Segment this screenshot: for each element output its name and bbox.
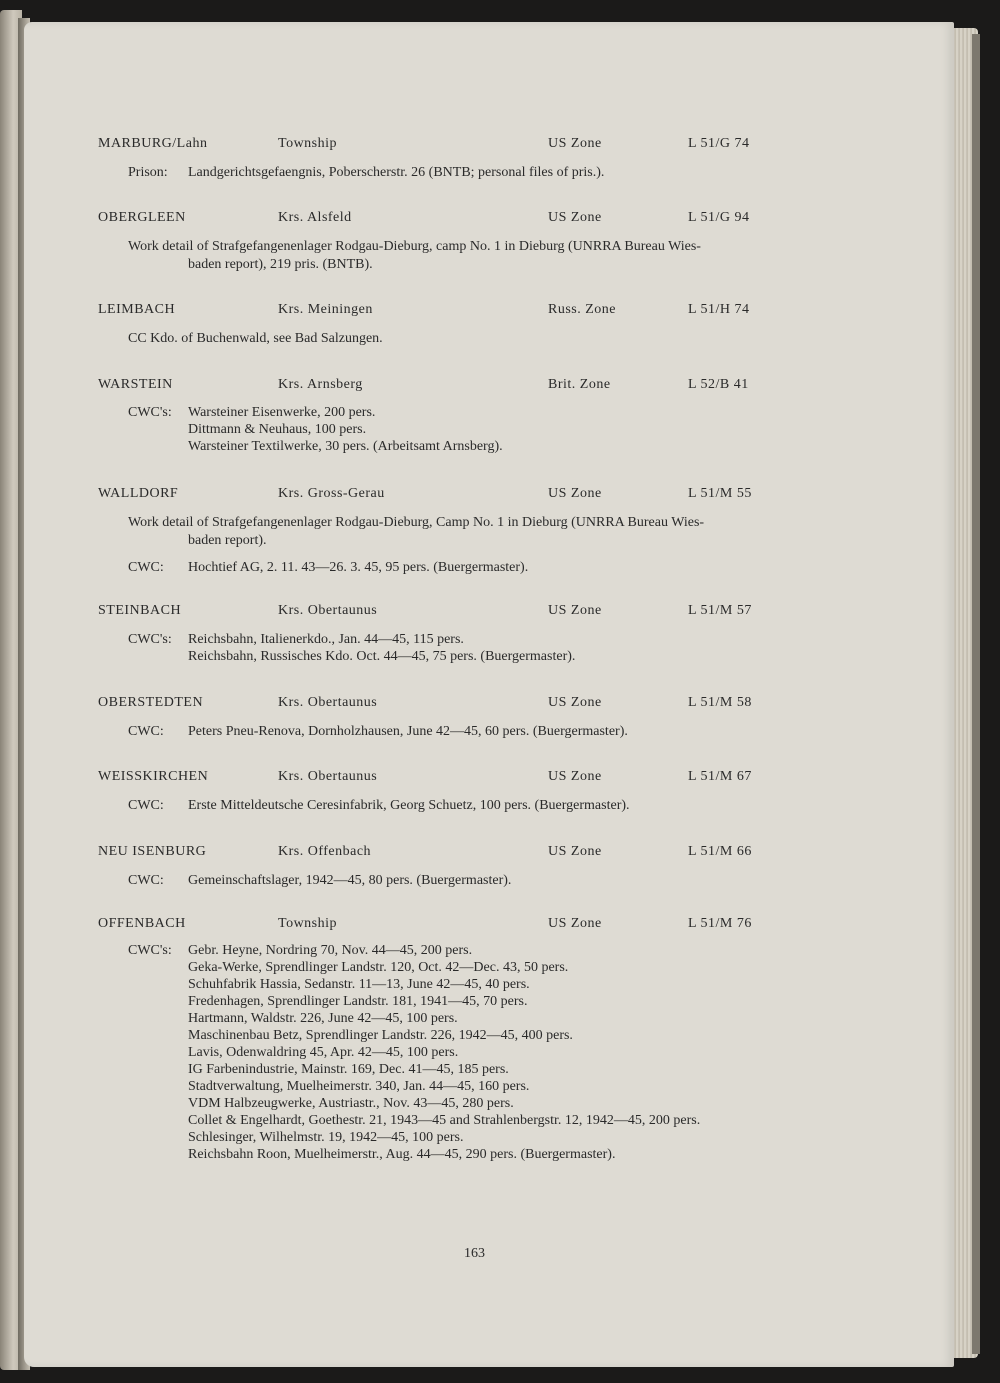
entry-leimbach [96, 302, 856, 348]
district: Krs. Obertaunus [278, 603, 378, 618]
cwc-label: CWC's: [128, 405, 172, 420]
zone: US Zone [548, 916, 602, 931]
cwc-label: CWC: [128, 798, 164, 813]
zone: Russ. Zone [548, 302, 616, 317]
cwc-label: CWC: [128, 724, 164, 739]
zone: US Zone [548, 695, 602, 710]
district: Krs. Offenbach [278, 844, 372, 859]
map-reference: L 51/M 67 [688, 769, 752, 784]
entry-obergleen [96, 210, 856, 274]
map-reference: L 52/B 41 [688, 377, 749, 392]
entry-paragraph [96, 330, 856, 348]
cwc-item: Fredenhagen, Sprendlinger Landstr. 181, 1941—45, 70 pers. [188, 994, 528, 1009]
cwc-item: Gebr. Heyne, Nordring 70, Nov. 44—45, 200 pers. [188, 943, 473, 958]
district: Krs. Gross-Gerau [278, 486, 385, 501]
cwc-item: Warsteiner Eisenwerke, 200 pers. [188, 405, 376, 420]
entry-header [96, 695, 856, 715]
paragraph-line: CC Kdo. of Buchenwald, see Bad Salzungen. [128, 331, 383, 346]
zone: US Zone [548, 769, 602, 784]
map-reference: L 51/H 74 [688, 302, 750, 317]
entry-steinbach [96, 603, 856, 665]
entry-header [96, 769, 856, 789]
entry-header [96, 486, 856, 506]
map-reference: L 51/G 94 [688, 210, 750, 225]
entry-weisskirchen [96, 769, 856, 814]
place-name: WEISSKIRCHEN [98, 769, 209, 784]
zone: Brit. Zone [548, 377, 611, 392]
entry-header [96, 136, 856, 156]
cwc-label: CWC: [128, 873, 164, 888]
district: Krs. Alsfeld [278, 210, 352, 225]
district: Krs. Meiningen [278, 302, 373, 317]
district: Township [278, 136, 338, 151]
book-cover-edge [972, 34, 980, 1354]
cwc-item: Maschinenbau Betz, Sprendlinger Landstr. 226, 1942—45, 400 pers. [188, 1028, 573, 1043]
cwc-item: Warsteiner Textilwerke, 30 pers. (Arbeitsamt Arnsberg). [188, 439, 503, 454]
zone: US Zone [548, 486, 602, 501]
paragraph-line: Work detail of Strafgefangenenlager Rodgau-Dieburg, camp No. 1 in Dieburg (UNRRA Bureau Wies- [128, 239, 701, 254]
map-reference: L 51/M 55 [688, 486, 752, 501]
map-reference: L 51/G 74 [688, 136, 750, 151]
cwc-item: Schuhfabrik Hassia, Sedanstr. 11—13, June 42—45, 40 pers. [188, 977, 530, 992]
entry-line [96, 164, 856, 181]
cwc-list [96, 723, 856, 740]
cwc-item: Gemeinschaftslager, 1942—45, 80 pers. (Buergermaster). [188, 873, 512, 888]
cwc-item: Hartmann, Waldstr. 226, June 42—45, 100 pers. [188, 1011, 458, 1026]
map-reference: L 51/M 57 [688, 603, 752, 618]
paragraph-line: baden report). [188, 533, 267, 548]
cwc-item: Stadtverwaltung, Muelheimerstr. 340, Jan. 44—45, 160 pers. [188, 1079, 530, 1094]
cwc-list [96, 631, 856, 665]
cwc-label: CWC's: [128, 943, 172, 958]
cwc-item: Peters Pneu-Renova, Dornholzhausen, June 42—45, 60 pers. (Buergermaster). [188, 724, 628, 739]
entry-walldorf [96, 486, 856, 576]
map-reference: L 51/M 58 [688, 695, 752, 710]
cwc-item: Reichsbahn, Italienerkdo., Jan. 44—45, 115 pers. [188, 632, 464, 647]
cwc-item: Schlesinger, Wilhelmstr. 19, 1942—45, 100 pers. [188, 1130, 464, 1145]
cwc-item: Reichsbahn Roon, Muelheimerstr., Aug. 44—45, 290 pers. (Buergermaster). [188, 1147, 616, 1162]
cwc-list [96, 559, 856, 576]
paragraph-line: baden report), 219 pris. (BNTB). [188, 257, 373, 272]
cwc-label: CWC's: [128, 632, 172, 647]
entry-offenbach [96, 916, 856, 1163]
map-reference: L 51/M 76 [688, 916, 752, 931]
district: Krs. Arnsberg [278, 377, 363, 392]
place-name: OBERSTEDTEN [98, 695, 204, 710]
cwc-item: Dittmann & Neuhaus, 100 pers. [188, 422, 367, 437]
map-reference: L 51/M 66 [688, 844, 752, 859]
entry-header [96, 603, 856, 623]
cwc-item: IG Farbenindustrie, Mainstr. 169, Dec. 41—45, 185 pers. [188, 1062, 509, 1077]
cwc-item: Collet & Engelhardt, Goethestr. 21, 1943—45 and Strahlenbergstr. 12, 1942—45, 200 pers. [188, 1113, 701, 1128]
place-name: WARSTEIN [98, 377, 173, 392]
paragraph-line: Work detail of Strafgefangenenlager Rodgau-Dieburg, Camp No. 1 in Dieburg (UNRRA Bureau Wies- [128, 515, 705, 530]
entry-header [96, 377, 856, 397]
cwc-list [96, 872, 856, 889]
entry-neu-isenburg [96, 844, 856, 889]
cwc-item: Reichsbahn, Russisches Kdo. Oct. 44—45, 75 pers. (Buergermaster). [188, 649, 576, 664]
entry-header [96, 302, 856, 322]
place-name: WALLDORF [98, 486, 179, 501]
place-name: OFFENBACH [98, 916, 186, 931]
entry-oberstedten [96, 695, 856, 740]
place-name: MARBURG/Lahn [98, 136, 208, 151]
page-number: 163 [464, 1246, 485, 1261]
entry-marburg [96, 136, 856, 181]
cwc-label: CWC: [128, 560, 164, 575]
cwc-item: Erste Mitteldeutsche Ceresinfabrik, Georg Schuetz, 100 pers. (Buergermaster). [188, 798, 630, 813]
district: Krs. Obertaunus [278, 695, 378, 710]
zone: US Zone [548, 210, 602, 225]
entry-warstein [96, 377, 856, 455]
zone: US Zone [548, 136, 602, 151]
cwc-item: Lavis, Odenwaldring 45, Apr. 42—45, 100 pers. [188, 1045, 459, 1060]
cwc-list [96, 797, 856, 814]
entry-paragraph [96, 238, 856, 274]
zone: US Zone [548, 603, 602, 618]
place-name: OBERGLEEN [98, 210, 186, 225]
line-text: Landgerichtsgefaengnis, Poberscherstr. 26 (BNTB; personal files of pris.). [188, 165, 605, 180]
entry-header [96, 844, 856, 864]
line-label: Prison: [128, 165, 168, 180]
place-name: STEINBACH [98, 603, 182, 618]
cwc-item: Hochtief AG, 2. 11. 43—26. 3. 45, 95 pers. (Buergermaster). [188, 560, 529, 575]
place-name: NEU ISENBURG [98, 844, 207, 859]
cwc-item: Geka-Werke, Sprendlinger Landstr. 120, Oct. 42—Dec. 43, 50 pers. [188, 960, 569, 975]
district: Township [278, 916, 338, 931]
district: Krs. Obertaunus [278, 769, 378, 784]
entry-paragraph [96, 514, 856, 550]
entry-header [96, 916, 856, 936]
cwc-item: VDM Halbzeugwerke, Austriastr., Nov. 43—45, 280 pers. [188, 1096, 514, 1111]
entry-header [96, 210, 856, 230]
cwc-list [96, 404, 856, 455]
cwc-list [96, 942, 856, 1163]
place-name: LEIMBACH [98, 302, 176, 317]
zone: US Zone [548, 844, 602, 859]
